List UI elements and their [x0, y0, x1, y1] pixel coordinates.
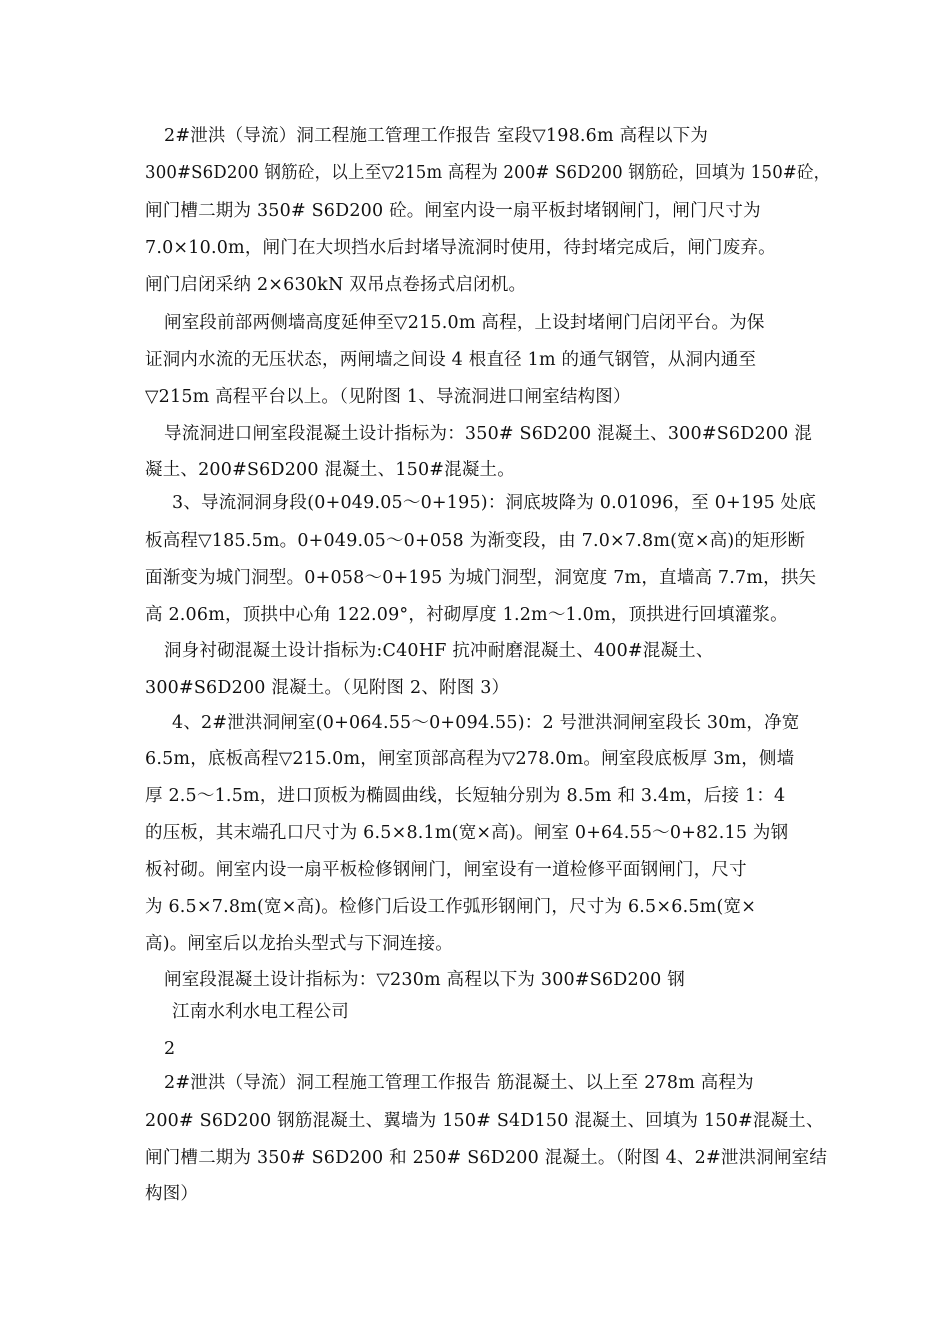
text-line: 板高程▽185.5m。0+049.05～0+058 为渐变段，由 7.0×7.8m(宽×高)的矩形断 — [145, 531, 806, 551]
text-line: 7.0×10.0m，闸门在大坝挡水后封堵导流洞时使用，待封堵完成后，闸门废弃。 — [145, 238, 776, 258]
text-line: ▽215m 高程平台以上。（见附图 1、导流洞进口闸室结构图） — [145, 387, 631, 407]
text-line: 面渐变为城门洞型。0+058～0+195 为城门洞型，洞宽度 7m，直墙高 7.7m，拱矢 — [145, 568, 817, 588]
text-line: 的压板，其末端孔口尺寸为 6.5×8.1m(宽×高)。闸室 0+64.55～0+82.15 为钢 — [145, 823, 789, 843]
text-line: 4、2#泄洪洞闸室(0+064.55～0+094.55)：2 号泄洪洞闸室段长 30m，净宽 — [172, 713, 800, 733]
company-footer: 江南水利水电工程公司 — [172, 1002, 349, 1022]
text-line: 闸室段前部两侧墙高度延伸至▽215.0m 高程，上设封堵闸门启闭平台。为保 — [164, 313, 765, 333]
text-line: 300#S6D200 钢筋砼，以上至▽215m 高程为 200# S6D200 钢筋砼，回填为 150#砼， — [145, 163, 831, 183]
text-line: 3、导流洞洞身段(0+049.05～0+195)：洞底坡降为 0.01096，至 0+195 处底 — [172, 493, 817, 513]
text-line: 证洞内水流的无压状态，两闸墙之间设 4 根直径 1m 的通气钢管，从洞内通至 — [145, 350, 757, 370]
text-line: 300#S6D200 混凝土。（见附图 2、附图 3） — [145, 678, 510, 698]
text-line: 为 6.5×7.8m(宽×高)。检修门后设工作弧形钢闸门，尺寸为 6.5×6.5m(宽× — [145, 897, 757, 917]
text-line: 厚 2.5～1.5m，进口顶板为椭圆曲线，长短轴分别为 8.5m 和 3.4m，后接 1：4 — [145, 786, 786, 806]
text-line: 凝土、200#S6D200 混凝土、150#混凝土。 — [145, 460, 515, 480]
text-line: 2#泄洪（导流）洞工程施工管理工作报告 筋混凝土、以上至 278m 高程为 — [164, 1073, 754, 1093]
text-line: 洞身衬砌混凝土设计指标为:C40HF 抗冲耐磨混凝土、400#混凝土、 — [164, 641, 714, 661]
text-line: 闸室段混凝土设计指标为：▽230m 高程以下为 300#S6D200 钢 — [164, 970, 685, 990]
text-line: 导流洞进口闸室段混凝土设计指标为：350# S6D200 混凝土、300#S6D200 混 — [164, 424, 812, 444]
text-line: 200# S6D200 钢筋混凝土、翼墙为 150# S4D150 混凝土、回填为 150#混凝土、 — [145, 1111, 824, 1131]
text-line: 闸门启闭采纳 2×630kN 双吊点卷扬式启闭机。 — [145, 275, 527, 295]
page-number: 2 — [164, 1039, 176, 1059]
text-line: 闸门槽二期为 350# S6D200 砼。闸室内设一扇平板封堵钢闸门，闸门尺寸为 — [145, 201, 761, 221]
text-line: 高 2.06m，顶拱中心角 122.09°，衬砌厚度 1.2m～1.0m，顶拱进行回填灌浆。 — [145, 605, 788, 625]
text-line: 构图） — [145, 1184, 199, 1204]
text-line: 板衬砌。闸室内设一扇平板检修钢闸门，闸室设有一道检修平面钢闸门，尺寸 — [145, 860, 747, 880]
text-line: 6.5m，底板高程▽215.0m，闸室顶部高程为▽278.0m。闸室段底板厚 3m，侧墙 — [145, 749, 795, 769]
text-line: 闸门槽二期为 350# S6D200 和 250# S6D200 混凝土。（附图 4、2#泄洪洞闸室结 — [145, 1148, 828, 1168]
text-line: 2#泄洪（导流）洞工程施工管理工作报告 室段▽198.6m 高程以下为 — [164, 126, 709, 146]
text-line: 高)。闸室后以龙抬头型式与下洞连接。 — [145, 934, 453, 954]
